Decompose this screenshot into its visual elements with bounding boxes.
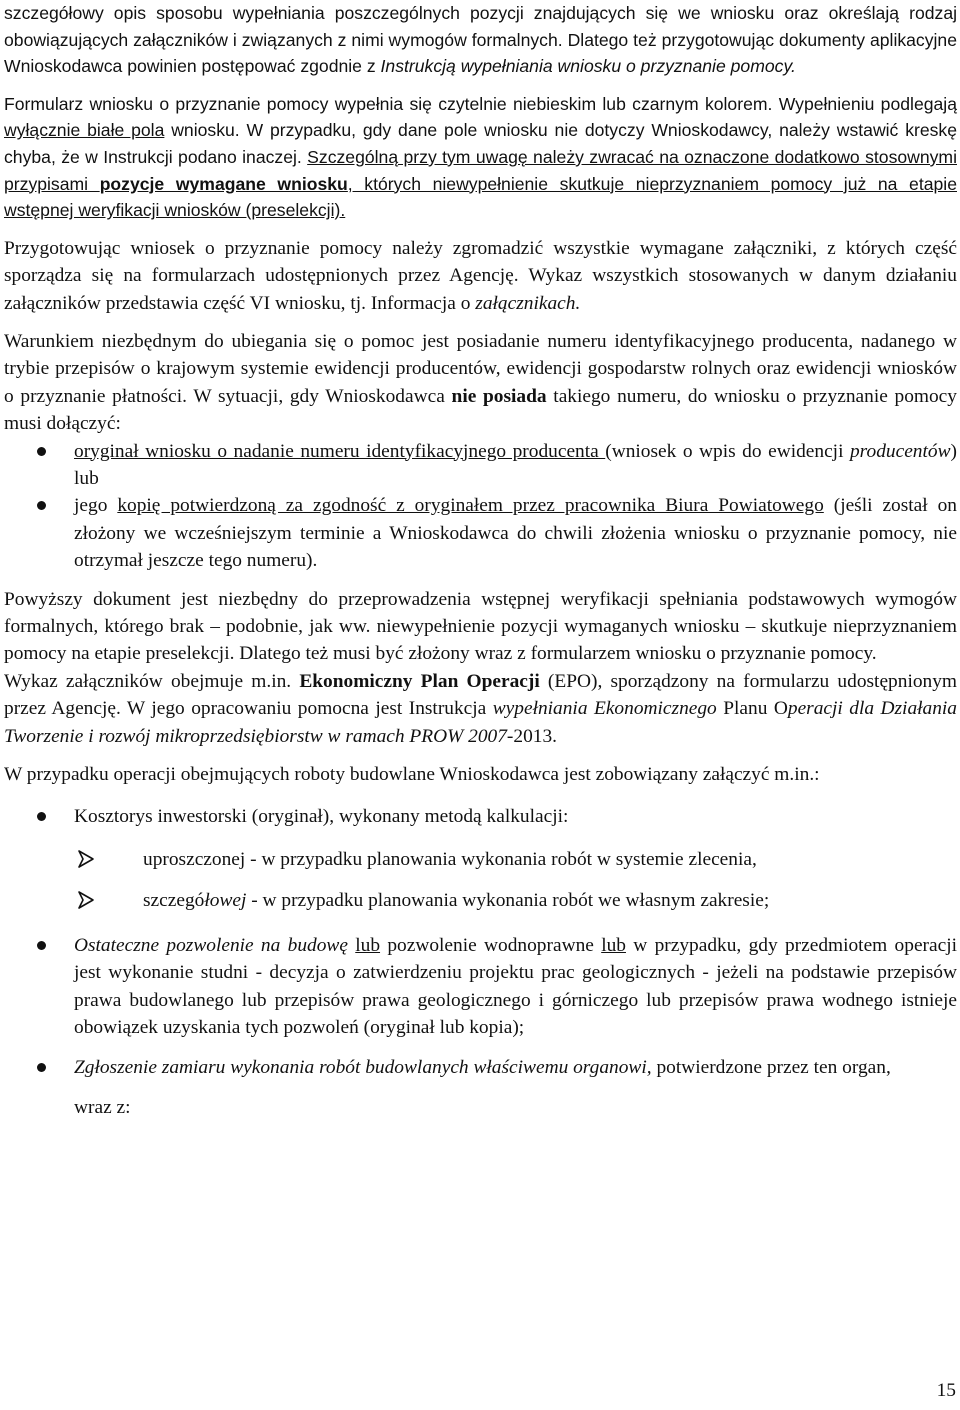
underlined-text: wyłącznie białe pola — [4, 120, 165, 141]
form-filling-paragraph — [4, 91, 957, 224]
list-item — [4, 846, 957, 873]
italic-text: producentów — [849, 440, 951, 462]
italic-text: Zgłoszenie zamiaru wykonania robót budowlanych właściwemu organowi, — [74, 1057, 652, 1079]
text: uproszczonej - w przypadku planowania wykonania robót w systemie zlecenia, — [143, 848, 757, 870]
text: (EPO), sporządzony na formularzu udostępnionym przez Agencję. W jego opracowaniu pomocna jest Instrukcja — [4, 670, 957, 720]
bold-text: Ekonomiczny Plan Operacji — [299, 670, 540, 692]
text: (wniosek o wpis do ewidencji — [605, 440, 850, 462]
italic-text: załącznikach. — [475, 292, 581, 314]
bold-underlined-text: pozycje wymagane wniosku — [99, 173, 348, 194]
text: określają rodzaj obowiązujących załączników i związanych z nimi wymogów formalnych. Dlatego — [4, 3, 958, 50]
text: w przypadku, gdy przedmiotem operacji jest wykonanie studni - decyzja o zatwierdzeniu projektu prac geologicznych - jeżeli na podstawie przepisów prawa budowlanego lub przepisów prawa geologicznego i górniczego lub przepisów prawa wodnego istnieje obowiązek uzyskania tych pozwoleń (oryginał lub kopia); — [74, 934, 957, 1038]
text: Kosztorys inwestorski (oryginał), wykonany metodą kalkulacji: — [74, 806, 569, 828]
arrow-bullet-icon — [76, 849, 96, 869]
underlined-text: kopię potwierdzoną za zgodność z oryginałem przez pracownika Biura Powiatowego — [117, 495, 824, 517]
bullet-icon — [37, 501, 46, 510]
list-item — [4, 803, 957, 830]
list-item — [4, 932, 957, 1042]
underlined-text: oryginał wniosku o nadanie numeru identyfikacyjnego producenta — [74, 440, 606, 462]
calculation-method-list — [4, 846, 957, 915]
construction-paragraph: W przypadku operacji obejmujących roboty budowlane Wnioskodawca jest zobowiązany załączyć m.in.: — [4, 764, 820, 786]
list-item — [4, 438, 957, 493]
bullet-icon — [37, 941, 46, 950]
intro-paragraph — [4, 0, 957, 80]
italic-text: Ostateczne pozwolenie na budowę — [74, 934, 348, 956]
text: pozwolenie wodnoprawne — [380, 934, 602, 956]
underlined-text: lub — [601, 934, 626, 956]
list-item — [4, 1054, 957, 1121]
bold-text: nie posiada — [451, 385, 547, 407]
underlined-text: Szczególną przy tym uwagę należy zwracać na oznaczone dodatkowo stosownymi przypisami — [4, 146, 957, 194]
text: - w przypadku planowania wykonania robót we własnym zakresie; — [246, 890, 770, 912]
text: też przygotowując dokumenty aplikacyjne Wnioskodawca powinien postępować zgodnie z — [4, 29, 958, 77]
bullet-icon — [37, 1063, 46, 1072]
text: Planu O — [716, 698, 788, 720]
text: szczegółowy opis sposobu wypełniania poszczególnych pozycji znajdujących się we wniosku oraz — [4, 3, 819, 23]
underlined-text: , których niewypełnienie skutkuje nieprzyznaniem pomocy już na etapie wstępnej weryfikacji wniosków (preselekcji). — [4, 173, 957, 221]
arrow-bullet-icon — [76, 890, 96, 910]
bullet-icon — [37, 812, 46, 821]
instruction-reference: Instrukcją wypełniania wniosku o przyznanie pomocy. — [380, 56, 796, 77]
page-content — [4, 0, 957, 1121]
text: Przygotowując wniosek o przyznanie pomocy należy zgromadzić wszystkie wymagane załączniki, z których część sporządza się na formularzach udostępnionych przez Agencję. Wykaz wszystkich stosowanych w danym działaniu załączników przedstawia część VI wniosku, tj. Informacja o — [4, 237, 957, 314]
producer-number-paragraph — [4, 328, 957, 438]
text: takiego numeru, do wniosku o przyznanie pomocy musi dołączyć: — [4, 385, 957, 435]
epo-paragraph — [4, 668, 957, 750]
permits-list — [4, 932, 957, 1121]
producer-number-list — [4, 438, 957, 575]
text: Warunkiem niezbędnym do ubiegania się o pomoc jest posiadanie numeru identyfikacyjnego producenta, nadanego w trybie przepisów o krajowym systemie ewidencji producentów, ewidencji gospodarstw rolnych oraz ewidencji wniosków o przyznanie płatności. W sytuacji, gdy Wnioskodawca — [4, 330, 957, 407]
italic-text: peracji dla Działania Tworzenie i rozwój mikroprzedsiębiorstw w ramach PROW 2007- — [4, 698, 957, 747]
text: szczegó — [143, 890, 205, 912]
text: Wykaz załączników obejmuje m.in. — [4, 670, 300, 692]
text: potwierdzone przez ten organ, — [651, 1057, 891, 1079]
bullet-icon — [37, 447, 46, 456]
list-item — [4, 492, 957, 574]
italic-text: łowej — [204, 890, 247, 912]
text: (jeśli został on złożony we wcześniejszym terminie a Wnioskodawca do chwili złożenia wniosku o przyznanie pomocy, nie otrzymał jeszcze tego numeru). — [74, 495, 957, 572]
attachments-paragraph — [4, 235, 957, 317]
text: 2013. — [513, 725, 558, 747]
list-item — [4, 887, 957, 914]
verification-paragraph: Powyższy dokument jest niezbędny do przeprowadzenia wstępnej weryfikacji spełniania podstawowych wymogów formalnych, którego brak – podobnie, jak ww. niewypełnienie pozycji wymaganych wniosku – skutkuje nieprzyznaniem pomocy na etapie preselekcji. Dlatego też musi być złożony wraz z formularzem wniosku o przyznanie pomocy. — [4, 588, 957, 665]
text: Formularz wniosku o przyznanie pomocy wypełnia się czytelnie niebieskim lub czarnym kolorem. Wypełnieniu podlegają — [4, 93, 957, 114]
text: ) lub — [74, 440, 957, 489]
construction-list — [4, 803, 957, 830]
text: jego — [74, 495, 118, 517]
page-number: 15 — [936, 1380, 956, 1401]
text: wraz z: — [74, 1096, 131, 1118]
text: wniosku. W przypadku, gdy dane pole wniosku nie dotyczy Wnioskodawcy, należy wstawić kreskę chyba, że w Instrukcji podano inaczej. — [4, 120, 958, 167]
underlined-text: lub — [355, 934, 381, 956]
italic-text: wypełniania Ekonomicznego — [492, 698, 717, 720]
